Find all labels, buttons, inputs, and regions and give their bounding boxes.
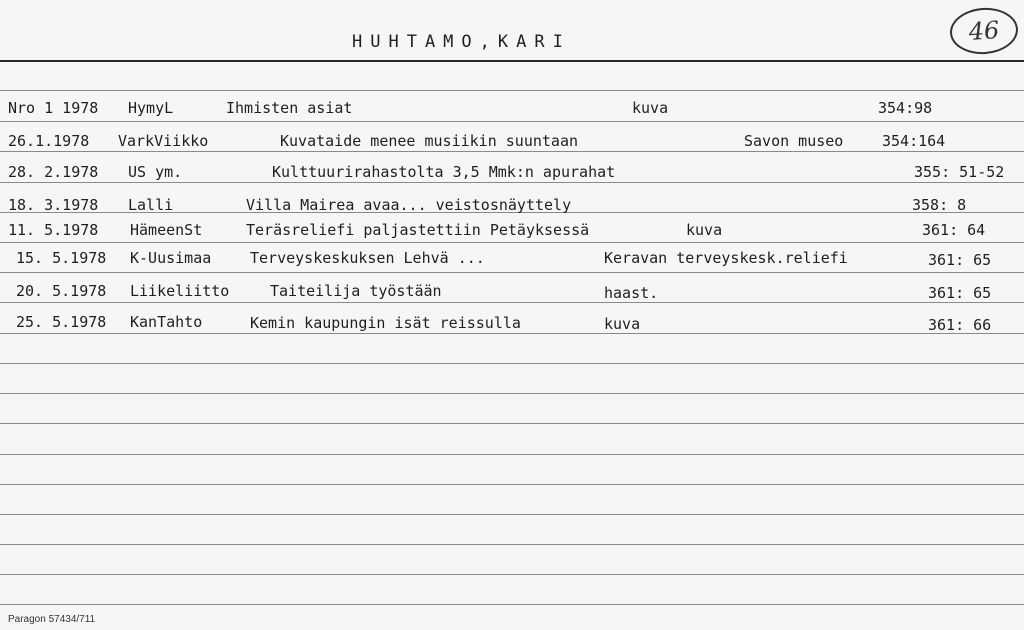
entry-note: haast. bbox=[604, 284, 659, 302]
entry-title: Kuvataide menee musiikin suuntaan bbox=[280, 132, 579, 150]
ruled-line bbox=[0, 242, 1024, 243]
ruled-line bbox=[0, 574, 1024, 575]
ruled-line bbox=[0, 544, 1024, 545]
card-title: HUHTAMO,KARI bbox=[352, 32, 571, 52]
entry-note: kuva bbox=[632, 99, 669, 117]
entry-date: 28. 2.1978 bbox=[8, 163, 99, 181]
entry-note: Keravan terveyskesk.reliefi bbox=[604, 249, 848, 267]
ruled-line bbox=[0, 333, 1024, 334]
entry-date: Nro 1 1978 bbox=[8, 99, 99, 117]
entry-source: US ym. bbox=[128, 163, 183, 181]
entry-note: kuva bbox=[604, 315, 641, 333]
ruled-line bbox=[0, 393, 1024, 394]
ruled-line bbox=[0, 454, 1024, 455]
entry-date: 26.1.1978 bbox=[8, 132, 90, 150]
entry-ref: 361: 66 bbox=[928, 316, 992, 334]
card-footer: Paragon 57434/711 bbox=[8, 614, 96, 625]
ruled-line bbox=[0, 182, 1024, 183]
entry-date: 18. 3.1978 bbox=[8, 196, 99, 214]
entry-title: Ihmisten asiat bbox=[226, 99, 353, 117]
ruled-line bbox=[0, 121, 1024, 122]
ruled-line bbox=[0, 302, 1024, 303]
entry-note: kuva bbox=[686, 221, 723, 239]
entry-date: 11. 5.1978 bbox=[8, 221, 99, 239]
ruled-line bbox=[0, 484, 1024, 485]
ruled-line bbox=[0, 272, 1024, 273]
entry-source: Liikeliitto bbox=[130, 282, 230, 300]
entry-ref: 361: 65 bbox=[928, 284, 992, 302]
entry-source: HämeenSt bbox=[130, 221, 203, 239]
entry-ref: 361: 65 bbox=[928, 251, 992, 269]
entry-date: 15. 5.1978 bbox=[16, 249, 107, 267]
entry-date: 25. 5.1978 bbox=[16, 313, 107, 331]
entry-ref: 358: 8 bbox=[912, 196, 967, 214]
entry-title: Villa Mairea avaa... veistosnäyttely bbox=[246, 196, 572, 214]
entry-source: Lalli bbox=[128, 196, 174, 214]
entry-title: Kemin kaupungin isät reissulla bbox=[250, 314, 521, 332]
header-rule bbox=[0, 60, 1024, 62]
card-number: 46 bbox=[948, 6, 1019, 57]
entry-source: KanTahto bbox=[130, 313, 203, 331]
entry-title: Kulttuurirahastolta 3,5 Mmk:n apurahat bbox=[272, 163, 616, 181]
entry-title: Taiteilija työstään bbox=[270, 282, 442, 300]
entry-note: Savon museo bbox=[744, 132, 844, 150]
entry-ref: 354:98 bbox=[878, 99, 933, 117]
ruled-line bbox=[0, 423, 1024, 424]
ruled-line bbox=[0, 151, 1024, 152]
ruled-line bbox=[0, 514, 1024, 515]
entry-ref: 355: 51-52 bbox=[914, 163, 1005, 181]
entry-ref: 354:164 bbox=[882, 132, 946, 150]
ruled-line bbox=[0, 604, 1024, 605]
entry-title: Teräsreliefi paljastettiin Petäyksessä bbox=[246, 221, 590, 239]
entry-title: Terveyskeskuksen Lehvä ... bbox=[250, 249, 485, 267]
entry-source: HymyL bbox=[128, 99, 174, 117]
entry-ref: 361: 64 bbox=[922, 221, 986, 239]
entry-source: K-Uusimaa bbox=[130, 249, 212, 267]
ruled-line bbox=[0, 90, 1024, 91]
entry-date: 20. 5.1978 bbox=[16, 282, 107, 300]
ruled-line bbox=[0, 363, 1024, 364]
entry-source: VarkViikko bbox=[118, 132, 209, 150]
